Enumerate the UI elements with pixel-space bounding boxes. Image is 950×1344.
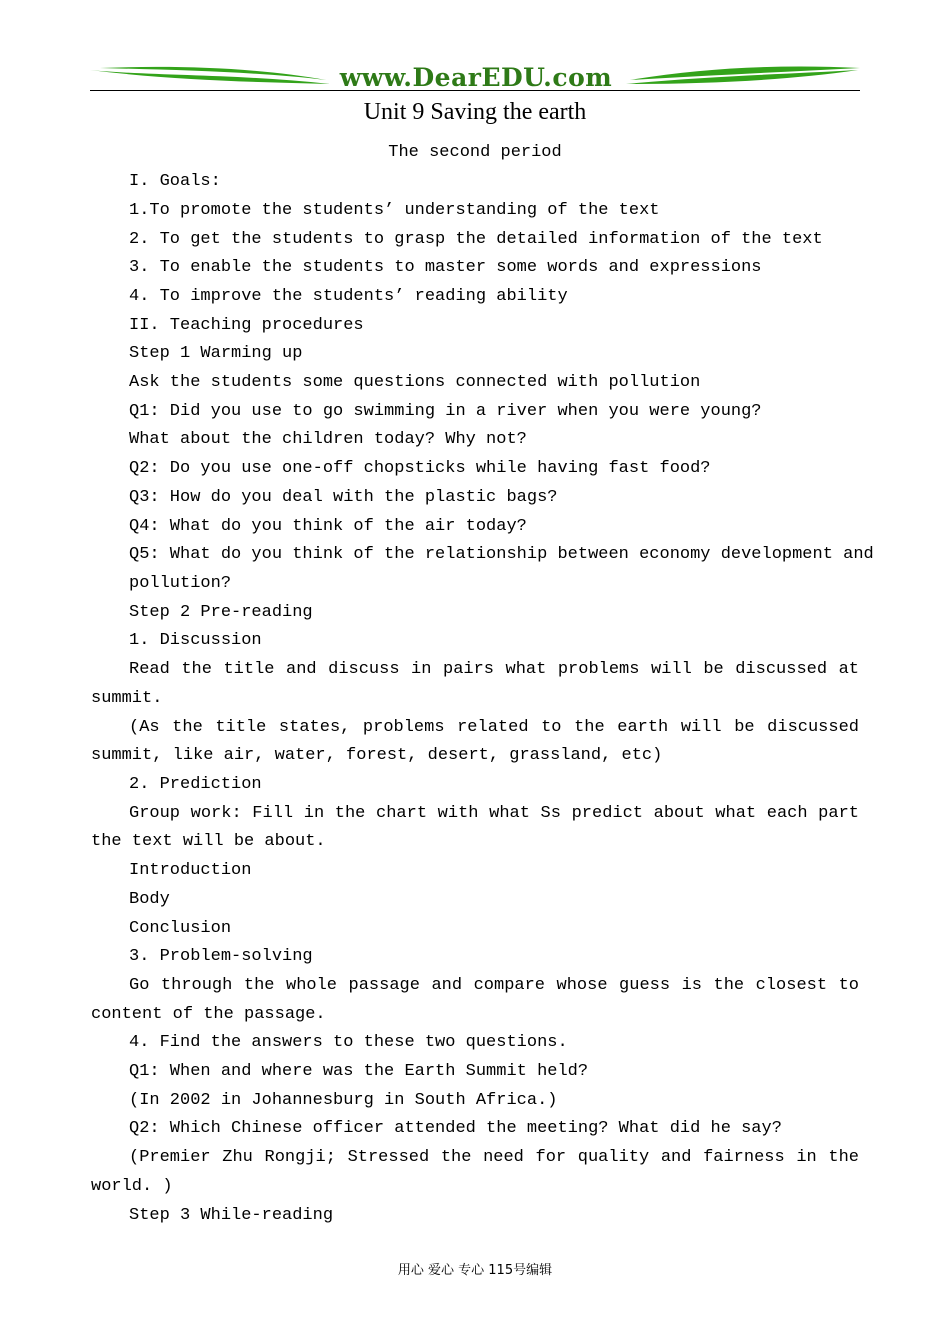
text-line: the text will be about. (91, 832, 326, 851)
text-line: Q3: How do you deal with the plastic bags? (129, 488, 558, 507)
page-footer: 用心 爱心 专心 115号编辑 (397, 1263, 553, 1278)
text-line: pollution? (129, 574, 232, 593)
page-title: Unit 9 Saving the earth (363, 99, 587, 125)
text-line: 2. Prediction (129, 775, 262, 794)
text-line: What about the children today? Why not? (129, 430, 527, 449)
header-divider (90, 90, 860, 91)
text-line: 3. To enable the students to master some words and expressions (129, 258, 762, 277)
text-line: 4. To improve the students’ reading ability (129, 287, 568, 306)
text-line: Q1: Did you use to go swimming in a river when you were young? (129, 402, 762, 421)
text-line: Q2: Which Chinese officer attended the meeting? What did he say? (129, 1119, 782, 1138)
text-line: Q1: When and where was the Earth Summit held? (129, 1062, 589, 1081)
text-line: Introduction (129, 861, 252, 880)
text-line: world. ) (91, 1177, 173, 1196)
site-logo-text: www.DearEDU.com (339, 63, 613, 92)
text-line: Step 3 While-reading (129, 1206, 334, 1225)
text-line: content of the passage. (91, 1005, 326, 1024)
text-line: 4. Find the answers to these two questions. (129, 1033, 568, 1052)
text-line: Ask the students some questions connected with pollution (129, 373, 701, 392)
text-line: Go through the whole passage and compare whose guess is the closest to (129, 976, 859, 995)
text-line: Body (129, 890, 170, 909)
text-line: Q5: What do you think of the relationship between economy development and (129, 545, 874, 564)
text-line: Step 2 Pre-reading (129, 603, 313, 622)
page-subtitle: The second period (388, 143, 562, 162)
text-line: summit, like air, water, forest, desert, grassland, etc) (91, 746, 663, 765)
text-line: Q2: Do you use one-off chopsticks while having fast food? (129, 459, 711, 478)
text-line: 3. Problem-solving (129, 947, 313, 966)
text-line: (Premier Zhu Rongji; Stressed the need for quality and fairness in the (129, 1148, 859, 1167)
text-line: Q4: What do you think of the air today? (129, 517, 527, 536)
text-line: (In 2002 in Johannesburg in South Africa.) (129, 1091, 558, 1110)
text-line: Conclusion (129, 919, 232, 938)
text-line: I. Goals: (129, 172, 221, 191)
text-line: summit. (91, 689, 163, 708)
text-line: 1. Discussion (129, 631, 262, 650)
text-line: (As the title states, problems related to the earth will be discussed (129, 718, 859, 737)
text-line: Read the title and discuss in pairs what problems will be discussed at (129, 660, 859, 679)
text-line: Group work: Fill in the chart with what Ss predict about what each part (129, 804, 859, 823)
text-line: 2. To get the students to grasp the detailed information of the text (129, 230, 823, 249)
text-line: Step 1 Warming up (129, 344, 303, 363)
text-line: 1.To promote the students’ understanding of the text (129, 201, 660, 220)
text-line: II. Teaching procedures (129, 316, 364, 335)
